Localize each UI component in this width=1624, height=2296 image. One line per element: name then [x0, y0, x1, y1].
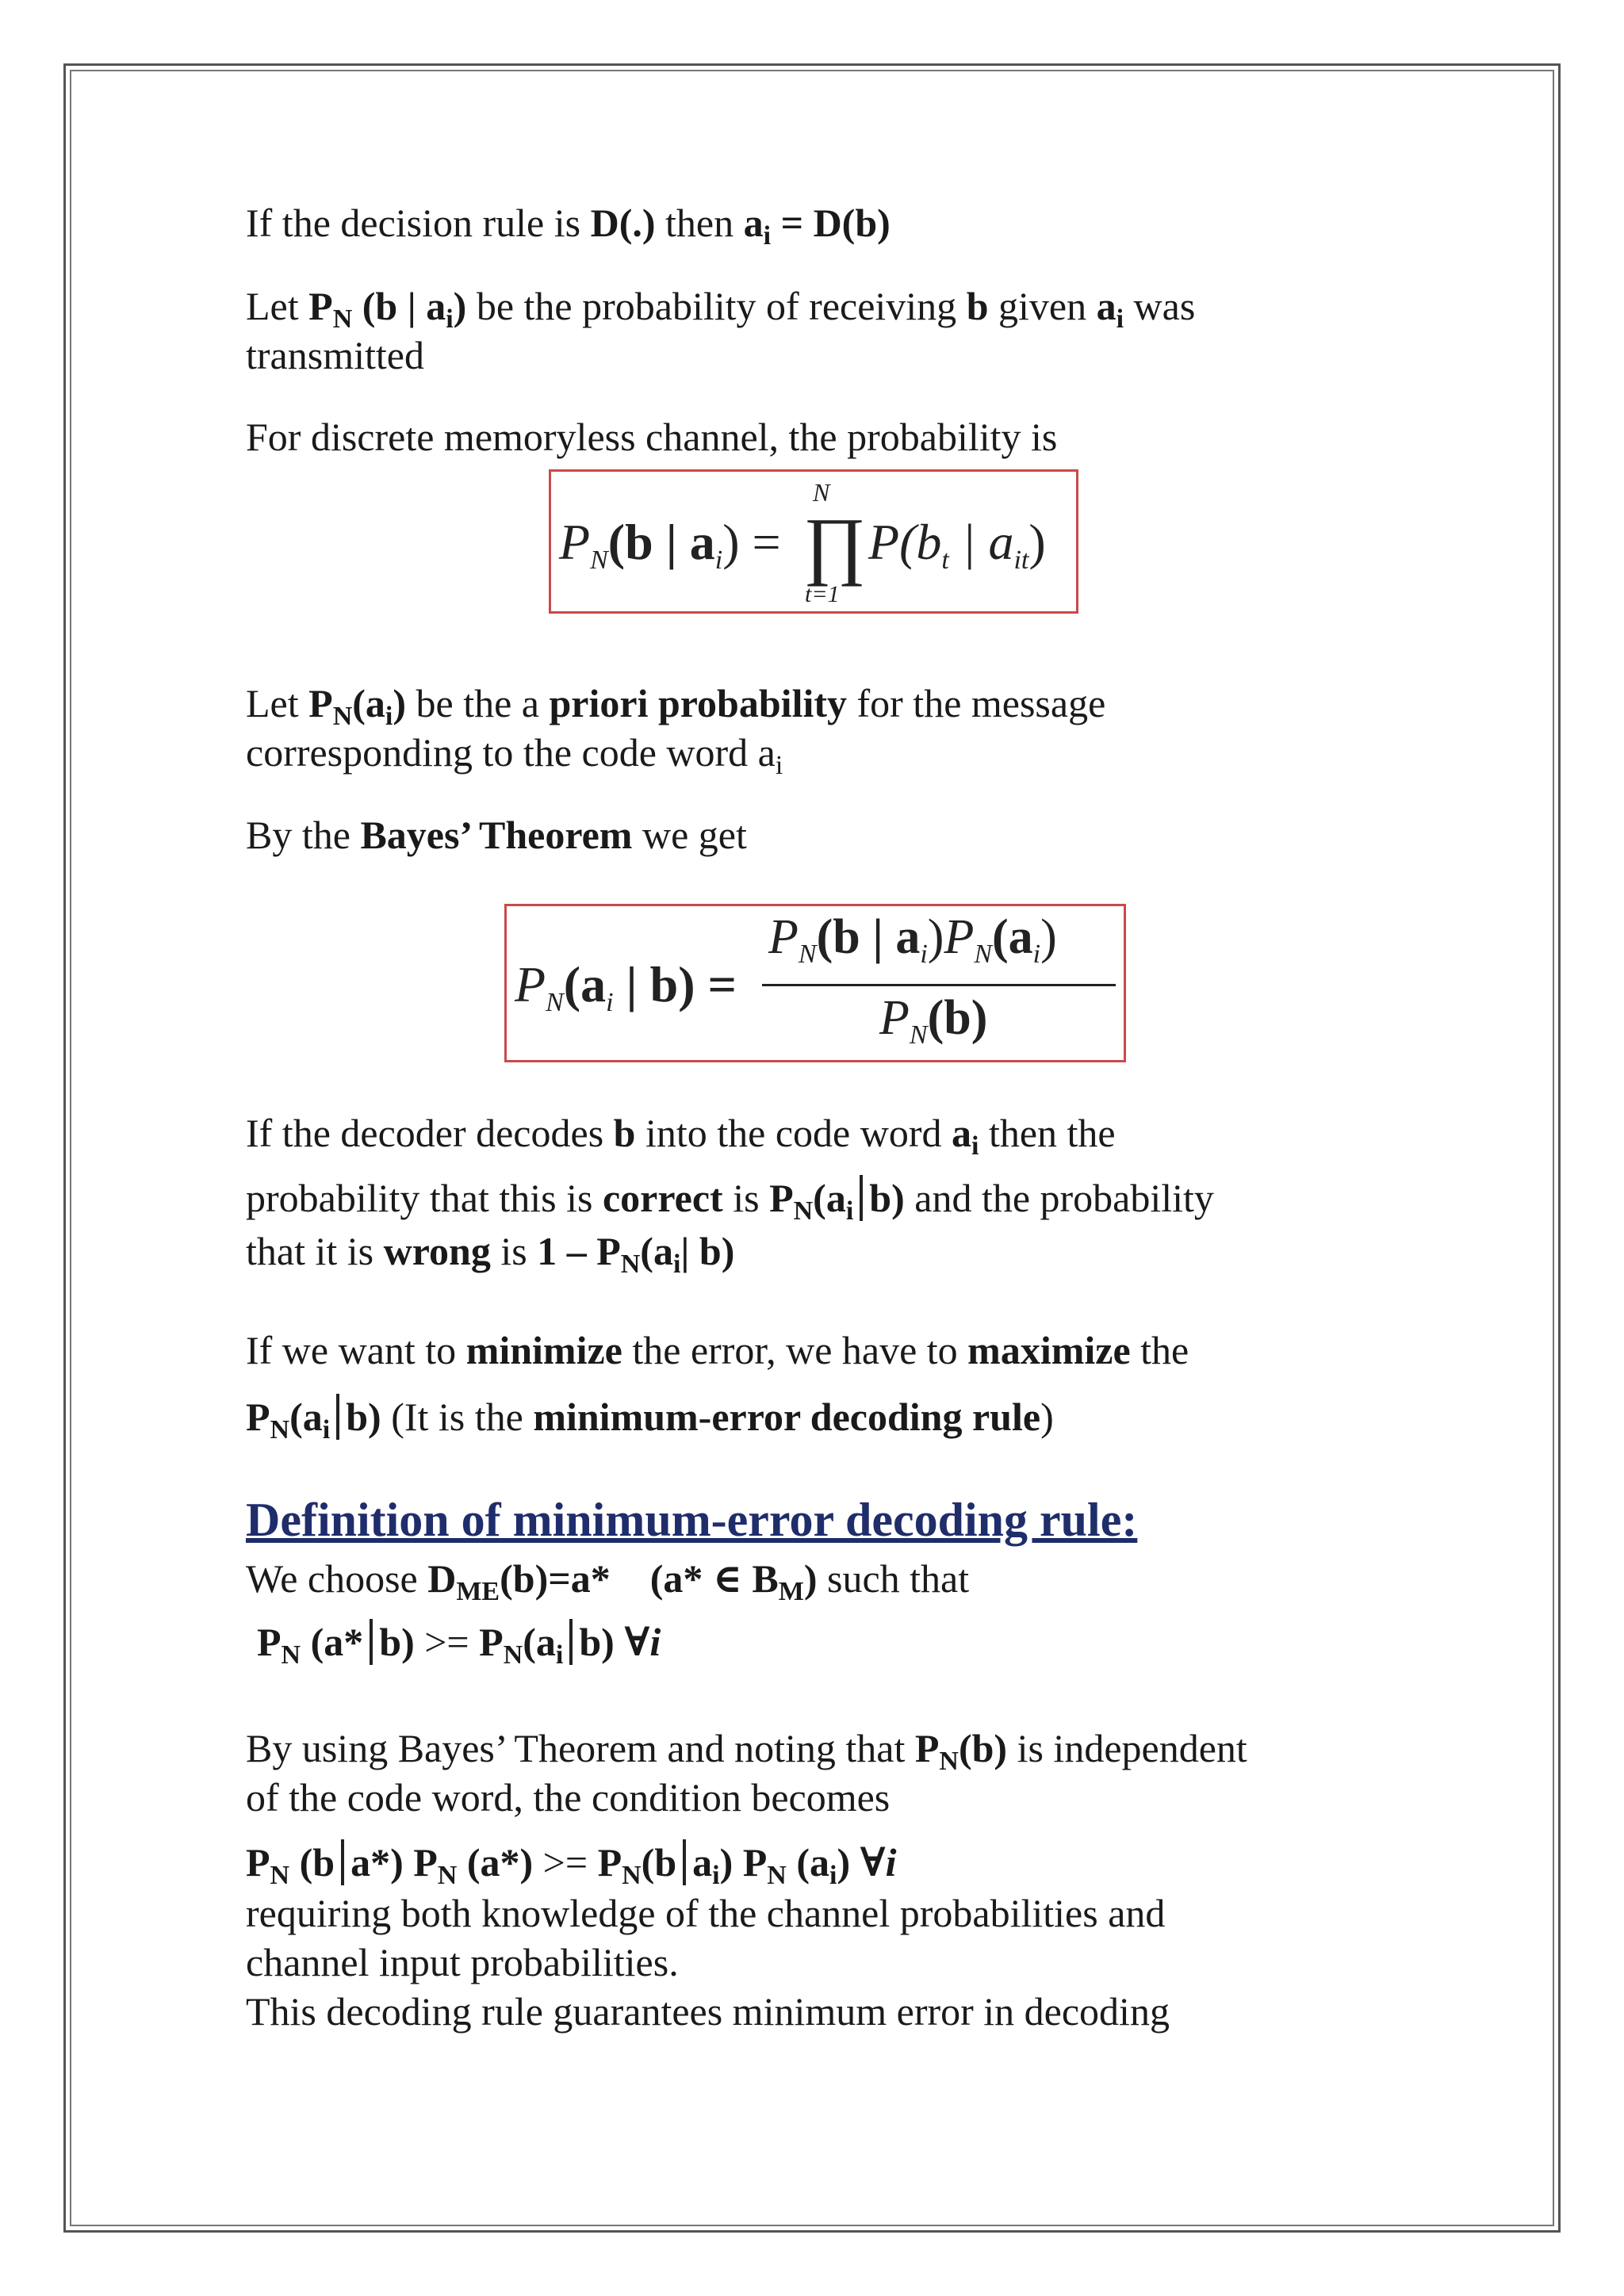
decoder-correctness-paragraph: If the decoder decodes b into the code word $a_i$ then the [246, 1111, 1116, 1161]
product-symbol: ∏ [803, 502, 867, 587]
bayes-equation-box [504, 904, 1126, 1062]
joint-condition-line: $P_N$ (b a*) $P_N$ $(a*) >= P_N(b$ $a_i$) $P_N$ $(a_i)$ ∀i [246, 1840, 897, 1890]
correct-probability-line: probability that this is correct is $P_N(a_i$ b) and the probability [246, 1176, 1214, 1226]
given-bar [370, 1619, 373, 1665]
fraction-bar [762, 984, 1116, 986]
given-bar [336, 1394, 339, 1440]
product-lower-limit: t=1 [805, 581, 840, 607]
decision-rule-line: If the decision rule is D(.) then $a_i = D(b)$ [246, 201, 891, 251]
min-error-condition-line: $P_N$ (a* $b) >= P_N(a_i$ b) ∀i [257, 1620, 661, 1670]
choose-decoder-line: We choose $D_{ME}(b)=a*$ (a* ∈ $B_M$) such that [246, 1556, 970, 1606]
requirements-lines: requiring both knowledge of the channel probabilities and channel input probabilities. This decoding rule guarantees minimum error in decoding [246, 1891, 1170, 2034]
a-priori-paragraph: Let $P_N(a_i)$ be the a priori probability for the message corresponding to the code word $a_i$ [246, 681, 1106, 780]
product-equation: PN(b | ai) = [559, 514, 781, 575]
given-bar [683, 1839, 686, 1885]
section-heading: Definition of minimum-error decoding rule: [246, 1494, 1138, 1546]
bayes-numerator: PN(b | ai)PN(ai) [768, 910, 1057, 969]
minimum-error-rule-line: $P_N(a_i$ b) (It is the minimum-error decoding rule) [246, 1395, 1054, 1445]
product-equation-box [549, 469, 1078, 614]
bayes-intro-line: By the Bayes’ Theorem we get [246, 813, 747, 857]
bayes-condition-paragraph: By using Bayes’ Theorem and noting that $P_N(b)$ is independent of the code word, the condition becomes [246, 1726, 1247, 1820]
product-upper-limit: N [813, 478, 830, 507]
given-bar [860, 1175, 863, 1221]
conditional-probability-paragraph: Let $P_N$ (b | $a_i$) be the probability of receiving b given $a_i$ was transmitted [246, 284, 1196, 377]
wrong-probability-line: that it is wrong is $1 - P_N(a_i|$ b) [246, 1229, 735, 1279]
bayes-denominator: PN(b) [879, 991, 988, 1050]
given-bar [341, 1839, 344, 1885]
product-term: P(bt | ait) [868, 514, 1046, 575]
bayes-lhs: PN(ai | b) = [515, 956, 737, 1017]
minimize-error-line: If we want to minimize the error, we have to maximize the [246, 1328, 1189, 1372]
memoryless-channel-line: For discrete memoryless channel, the probability is [246, 415, 1058, 459]
given-bar [569, 1619, 573, 1665]
